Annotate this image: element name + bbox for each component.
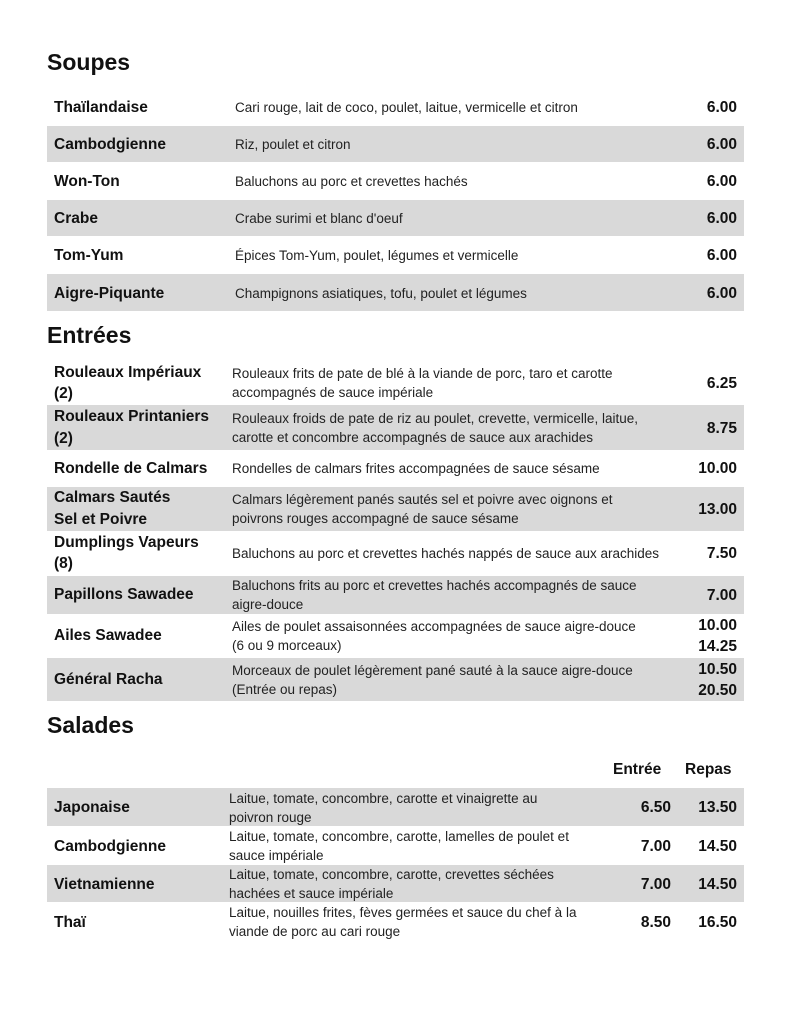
item-description-line2: viande de porc au cari rouge [229, 924, 401, 939]
item-description: Baluchons au porc et crevettes hachés nappés de sauce aux arachides [232, 546, 660, 561]
item-name: Won-Ton [54, 173, 120, 190]
item-price: 10.00 [698, 617, 737, 634]
item-name: Rondelle de Calmars [54, 460, 208, 477]
price-entree: 7.00 [640, 838, 671, 855]
section-title-soupes: Soupes [47, 49, 131, 75]
item-name: Aigre-Piquante [54, 285, 165, 302]
item-name: Ailes Sawadee [54, 627, 162, 644]
price-repas: 14.50 [698, 838, 737, 855]
item-description-line2: (6 ou 9 morceaux) [232, 638, 342, 653]
menu-row [47, 615, 744, 657]
item-description-line2: poivron rouge [229, 810, 312, 825]
menu-row [47, 658, 744, 701]
menu-row [47, 487, 744, 531]
item-price: 6.00 [706, 210, 737, 227]
item-description-line2: carotte et concombre accompagnés de sauce aux arachides [232, 430, 593, 445]
price-repas: 14.50 [698, 876, 737, 893]
item-name: Cambodgienne [54, 838, 166, 855]
item-description: Rouleaux froids de pate de riz au poulet, crevette, vermicelle, laitue, [232, 411, 638, 426]
item-description-line2: sauce impériale [229, 848, 324, 863]
item-price: 7.00 [706, 587, 737, 604]
column-header-entree: Entrée [613, 761, 662, 778]
item-description-line2: accompagnés de sauce impériale [232, 385, 434, 400]
item-name-line2: Sel et Poivre [54, 511, 148, 528]
section-title-entrees: Entrées [47, 322, 132, 348]
menu-row [47, 405, 744, 450]
item-name-line2: (8) [54, 555, 73, 572]
column-header-repas: Repas [685, 761, 732, 778]
item-price: 13.00 [698, 501, 737, 518]
item-description: Morceaux de poulet légèrement pané sauté à la sauce aigre-douce [232, 663, 633, 678]
item-name: Cambodgienne [54, 136, 166, 153]
item-price: 8.75 [706, 420, 737, 437]
item-description: Épices Tom-Yum, poulet, légumes et vermicelle [235, 248, 519, 263]
item-price: 10.00 [698, 460, 737, 477]
menu-row [47, 788, 744, 826]
item-description: Cari rouge, lait de coco, poulet, laitue, vermicelle et citron [235, 100, 578, 115]
item-description: Rondelles de calmars frites accompagnées de sauce sésame [232, 461, 600, 476]
item-description: Baluchons au porc et crevettes hachés [235, 174, 468, 189]
menu-row [47, 865, 744, 902]
price-repas: 16.50 [698, 914, 737, 931]
item-description-line2: aigre-douce [232, 597, 304, 612]
item-description: Laitue, tomate, concombre, carotte et vinaigrette au [229, 791, 538, 806]
item-description: Laitue, tomate, concombre, carotte, lamelles de poulet et [229, 829, 569, 844]
item-price: 6.00 [706, 285, 737, 302]
item-name-line2: (2) [54, 430, 73, 447]
item-description: Ailes de poulet assaisonnées accompagnées de sauce aigre-douce [232, 619, 636, 634]
item-price: 7.50 [706, 545, 737, 562]
menu-row [47, 237, 744, 273]
item-description-line2: (Entrée ou repas) [232, 682, 338, 697]
item-description: Laitue, nouilles frites, fèves germées et sauce du chef à la [229, 905, 577, 920]
menu-row [47, 360, 744, 404]
item-name: Calmars Sautés [54, 489, 171, 506]
menu-row [47, 576, 744, 614]
item-name: Rouleaux Impériaux [54, 364, 202, 381]
price-entree: 6.50 [640, 799, 671, 816]
price-repas: 13.50 [698, 799, 737, 816]
item-description-line2: poivrons rouges accompagné de sauce sésame [232, 511, 519, 526]
menu-row [47, 90, 744, 125]
item-price: 6.00 [706, 247, 737, 264]
menu-row [47, 274, 744, 311]
item-description: Crabe surimi et blanc d'oeuf [235, 211, 403, 226]
item-name: Vietnamienne [54, 876, 155, 893]
item-name: Thaï [54, 914, 86, 931]
item-name: Tom-Yum [54, 247, 124, 264]
price-entree: 7.00 [640, 876, 671, 893]
item-name-line2: (2) [54, 385, 73, 402]
menu-row [47, 163, 744, 199]
item-description: Rouleaux frits de pate de blé à la viande de porc, taro et carotte [232, 366, 613, 381]
item-description: Champignons asiatiques, tofu, poulet et légumes [235, 286, 527, 301]
menu-row [47, 451, 744, 486]
item-name: Crabe [54, 210, 98, 227]
section-title-salades: Salades [47, 712, 134, 738]
item-price-alt: 14.25 [698, 638, 737, 655]
item-description: Riz, poulet et citron [235, 137, 351, 152]
item-name: Japonaise [54, 799, 130, 816]
price-entree: 8.50 [640, 914, 671, 931]
item-name: Papillons Sawadee [54, 586, 194, 603]
menu-row [47, 532, 744, 575]
item-description: Calmars légèrement panés sautés sel et poivre avec oignons et [232, 492, 613, 507]
item-price: 10.50 [698, 661, 737, 678]
item-name: Général Racha [54, 671, 163, 688]
menu-row [47, 827, 744, 864]
item-price-alt: 20.50 [698, 682, 737, 699]
menu-row [47, 903, 744, 941]
item-name: Rouleaux Printaniers [54, 408, 210, 425]
item-price: 6.00 [706, 99, 737, 116]
item-price: 6.25 [706, 375, 737, 392]
menu-row [47, 126, 744, 162]
item-description-line2: hachées et sauce impériale [229, 886, 394, 901]
item-description: Laitue, tomate, concombre, carotte, crevettes séchées [229, 867, 554, 882]
item-description: Baluchons frits au porc et crevettes hachés accompagnés de sauce [232, 578, 637, 593]
menu-row [47, 200, 744, 236]
item-name: Thaïlandaise [54, 99, 148, 116]
item-price: 6.00 [706, 173, 737, 190]
item-price: 6.00 [706, 136, 737, 153]
item-name: Dumplings Vapeurs [54, 534, 199, 551]
